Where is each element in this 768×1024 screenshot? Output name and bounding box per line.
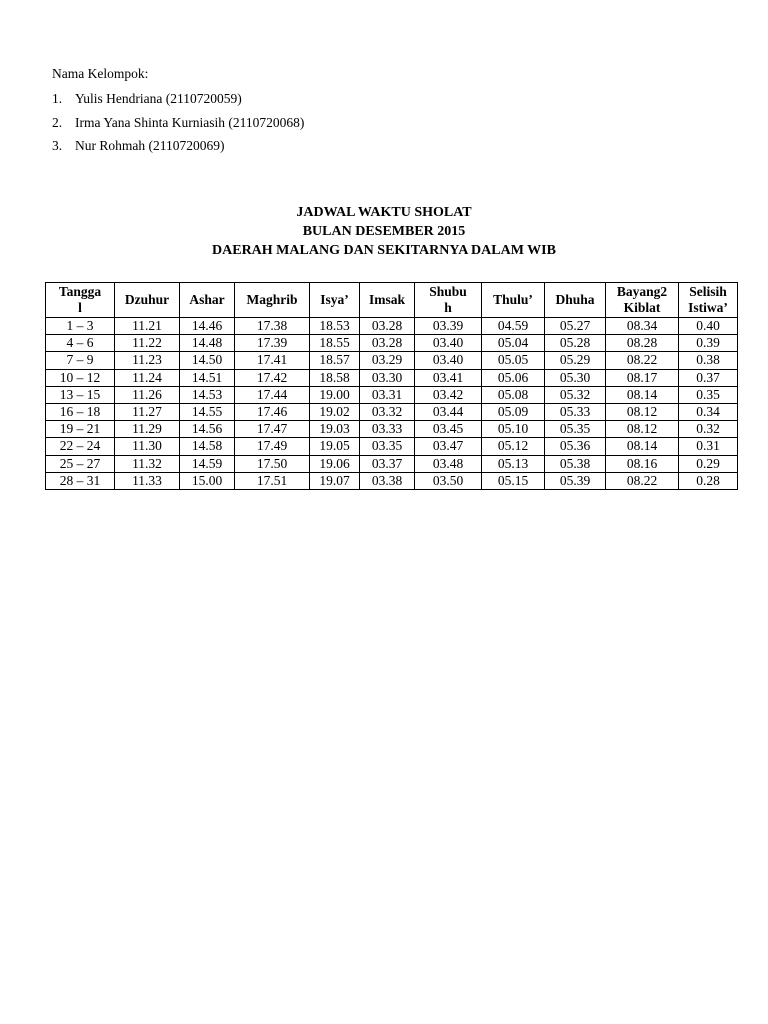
- time-cell: 08.22: [606, 472, 679, 489]
- column-header: [415, 283, 482, 318]
- column-header: [545, 283, 606, 318]
- time-cell: 05.30: [545, 369, 606, 386]
- list-number: 2.: [52, 114, 63, 130]
- time-cell: 11.33: [115, 472, 180, 489]
- table-row: [46, 403, 738, 420]
- time-cell: 05.08: [482, 386, 545, 403]
- time-cell: 03.29: [360, 352, 415, 369]
- time-cell: 19.02: [310, 403, 360, 420]
- time-cell: 14.48: [180, 335, 235, 352]
- date-range-cell: 13 – 15: [46, 386, 115, 403]
- time-cell: 17.50: [235, 455, 310, 472]
- member-list: [52, 89, 304, 160]
- member-name: Nur Rohmah (2110720069): [75, 138, 225, 153]
- column-header: [115, 283, 180, 318]
- time-cell: 14.46: [180, 318, 235, 335]
- time-cell: 03.40: [415, 352, 482, 369]
- document-title: [0, 203, 768, 260]
- column-header-text: Maghrib: [246, 292, 298, 307]
- prayer-schedule-table: [45, 282, 738, 490]
- time-cell: 14.53: [180, 386, 235, 403]
- time-cell: 08.34: [606, 318, 679, 335]
- time-cell: 11.21: [115, 318, 180, 335]
- time-cell: 15.00: [180, 472, 235, 489]
- column-header-text: Imsak: [368, 292, 405, 307]
- time-cell: 14.50: [180, 352, 235, 369]
- table-row: [46, 352, 738, 369]
- time-cell: 18.58: [310, 369, 360, 386]
- column-header-text: l: [78, 300, 82, 315]
- time-cell: 11.27: [115, 403, 180, 420]
- time-cell: 19.07: [310, 472, 360, 489]
- column-header-text: Tangga: [58, 284, 102, 299]
- time-cell: 08.14: [606, 386, 679, 403]
- time-cell: 03.48: [415, 455, 482, 472]
- time-cell: 03.44: [415, 403, 482, 420]
- time-cell: 03.31: [360, 386, 415, 403]
- list-item: [52, 113, 304, 137]
- date-range-cell: 4 – 6: [46, 335, 115, 352]
- time-cell: 05.32: [545, 386, 606, 403]
- time-cell: 03.28: [360, 318, 415, 335]
- time-cell: 05.38: [545, 455, 606, 472]
- time-cell: 05.39: [545, 472, 606, 489]
- time-cell: 11.22: [115, 335, 180, 352]
- list-number: 1.: [52, 91, 63, 106]
- time-cell: 0.31: [679, 438, 738, 455]
- time-cell: 14.58: [180, 438, 235, 455]
- time-cell: 05.04: [482, 335, 545, 352]
- column-header-text: h: [444, 300, 452, 315]
- table-row: [46, 335, 738, 352]
- date-range-cell: 10 – 12: [46, 369, 115, 386]
- column-header-text: Kiblat: [623, 300, 661, 315]
- time-cell: 03.32: [360, 403, 415, 420]
- time-cell: 03.45: [415, 421, 482, 438]
- date-range-cell: 7 – 9: [46, 352, 115, 369]
- time-cell: 03.35: [360, 438, 415, 455]
- time-cell: 17.46: [235, 403, 310, 420]
- table-row: [46, 386, 738, 403]
- time-cell: 0.28: [679, 472, 738, 489]
- time-cell: 08.16: [606, 455, 679, 472]
- column-header: [360, 283, 415, 318]
- time-cell: 11.30: [115, 438, 180, 455]
- table-header-row: [46, 283, 738, 318]
- time-cell: 08.17: [606, 369, 679, 386]
- time-cell: 05.09: [482, 403, 545, 420]
- time-cell: 03.47: [415, 438, 482, 455]
- time-cell: 05.35: [545, 421, 606, 438]
- table-row: [46, 455, 738, 472]
- member-name: Yulis Hendriana (2110720059): [75, 91, 242, 106]
- time-cell: 05.13: [482, 455, 545, 472]
- time-cell: 03.50: [415, 472, 482, 489]
- time-cell: 05.33: [545, 403, 606, 420]
- time-cell: 17.41: [235, 352, 310, 369]
- time-cell: 0.37: [679, 369, 738, 386]
- time-cell: 05.05: [482, 352, 545, 369]
- time-cell: 18.55: [310, 335, 360, 352]
- time-cell: 17.49: [235, 438, 310, 455]
- time-cell: 17.44: [235, 386, 310, 403]
- time-cell: 0.32: [679, 421, 738, 438]
- time-cell: 03.38: [360, 472, 415, 489]
- time-cell: 03.42: [415, 386, 482, 403]
- time-cell: 0.35: [679, 386, 738, 403]
- date-range-cell: 19 – 21: [46, 421, 115, 438]
- column-header-text: Bayang2: [616, 284, 668, 299]
- time-cell: 08.14: [606, 438, 679, 455]
- time-cell: 03.39: [415, 318, 482, 335]
- column-header: [180, 283, 235, 318]
- time-cell: 08.12: [606, 421, 679, 438]
- time-cell: 05.36: [545, 438, 606, 455]
- date-range-cell: 1 – 3: [46, 318, 115, 335]
- time-cell: 11.29: [115, 421, 180, 438]
- table-row: [46, 369, 738, 386]
- time-cell: 14.55: [180, 403, 235, 420]
- time-cell: 03.40: [415, 335, 482, 352]
- time-cell: 17.39: [235, 335, 310, 352]
- time-cell: 05.10: [482, 421, 545, 438]
- time-cell: 17.38: [235, 318, 310, 335]
- time-cell: 11.24: [115, 369, 180, 386]
- time-cell: 14.59: [180, 455, 235, 472]
- time-cell: 0.40: [679, 318, 738, 335]
- time-cell: 05.15: [482, 472, 545, 489]
- time-cell: 19.00: [310, 386, 360, 403]
- time-cell: 11.26: [115, 386, 180, 403]
- time-cell: 03.41: [415, 369, 482, 386]
- column-header: [482, 283, 545, 318]
- time-cell: 03.30: [360, 369, 415, 386]
- table-row: [46, 472, 738, 489]
- time-cell: 03.37: [360, 455, 415, 472]
- time-cell: 05.27: [545, 318, 606, 335]
- column-header-text: Dhuha: [555, 292, 595, 307]
- time-cell: 0.29: [679, 455, 738, 472]
- time-cell: 19.03: [310, 421, 360, 438]
- time-cell: 08.28: [606, 335, 679, 352]
- title-line-2: BULAN DESEMBER 2015: [302, 224, 466, 239]
- column-header-text: Selisih: [689, 284, 727, 299]
- list-number: 3.: [52, 138, 63, 153]
- time-cell: 18.57: [310, 352, 360, 369]
- time-cell: 08.22: [606, 352, 679, 369]
- time-cell: 03.33: [360, 421, 415, 438]
- date-range-cell: 25 – 27: [46, 455, 115, 472]
- column-header-text: Thulu’: [493, 292, 533, 307]
- table-row: [46, 421, 738, 438]
- title-line-3: DAERAH MALANG DAN SEKITARNYA DALAM WIB: [212, 243, 556, 258]
- column-header: [679, 283, 738, 318]
- time-cell: 0.34: [679, 403, 738, 420]
- time-cell: 18.53: [310, 318, 360, 335]
- time-cell: 05.06: [482, 369, 545, 386]
- list-item: [52, 89, 304, 113]
- time-cell: 05.28: [545, 335, 606, 352]
- member-name: Irma Yana Shinta Kurniasih (2110720068): [75, 114, 305, 130]
- table-row: [46, 318, 738, 335]
- time-cell: 08.12: [606, 403, 679, 420]
- column-header-text: Ashar: [189, 292, 225, 307]
- time-cell: 17.51: [235, 472, 310, 489]
- date-range-cell: 28 – 31: [46, 472, 115, 489]
- column-header: [46, 283, 115, 318]
- title-line-1: JADWAL WAKTU SHOLAT: [296, 205, 472, 220]
- date-range-cell: 22 – 24: [46, 438, 115, 455]
- time-cell: 14.51: [180, 369, 235, 386]
- time-cell: 17.42: [235, 369, 310, 386]
- date-range-cell: 16 – 18: [46, 403, 115, 420]
- time-cell: 19.06: [310, 455, 360, 472]
- column-header-text: Dzuhur: [124, 292, 170, 307]
- column-header-text: Istiwa’: [688, 300, 728, 315]
- time-cell: 19.05: [310, 438, 360, 455]
- list-item: [52, 136, 304, 160]
- column-header: [606, 283, 679, 318]
- time-cell: 11.23: [115, 352, 180, 369]
- column-header-text: Isya’: [320, 292, 349, 307]
- time-cell: 11.32: [115, 455, 180, 472]
- time-cell: 03.28: [360, 335, 415, 352]
- table-row: [46, 438, 738, 455]
- column-header: [310, 283, 360, 318]
- time-cell: 05.29: [545, 352, 606, 369]
- time-cell: 04.59: [482, 318, 545, 335]
- time-cell: 0.38: [679, 352, 738, 369]
- time-cell: 14.56: [180, 421, 235, 438]
- time-cell: 0.39: [679, 335, 738, 352]
- time-cell: 17.47: [235, 421, 310, 438]
- group-label: Nama Kelompok:: [52, 66, 149, 81]
- time-cell: 05.12: [482, 438, 545, 455]
- table-body: [46, 318, 738, 490]
- column-header: [235, 283, 310, 318]
- column-header-text: Shubu: [429, 284, 467, 299]
